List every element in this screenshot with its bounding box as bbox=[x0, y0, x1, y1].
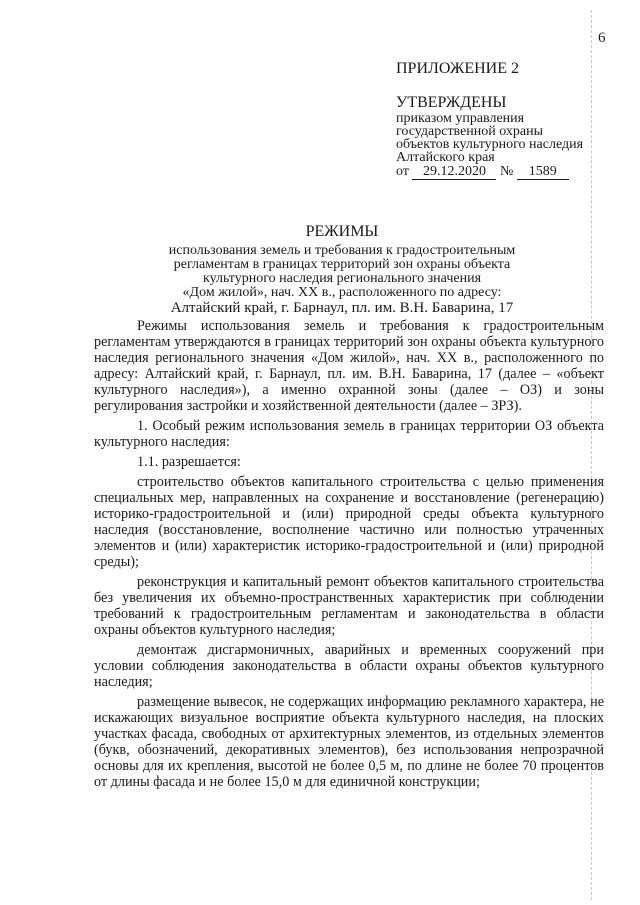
approval-line: объектов культурного наследия bbox=[396, 137, 584, 152]
title-line: Алтайский край, г. Барнаул, пл. им. В.Н. Баварина, 17 bbox=[170, 300, 514, 316]
approval-block bbox=[396, 60, 601, 180]
order-date: 29.12.2020 bbox=[412, 165, 496, 180]
body-paragraph: реконструкция и капитальный ремонт объектов капитального строительства без увеличения их объемно-пространственных характеристик при соблюдении требований к градостроительным регламентам и законодательства в области охраны объектов культурного наследия; bbox=[94, 574, 604, 638]
body-paragraph: Режимы использования земель и требования к градостроительным регламентам утверждаются в границах территорий зон охраны объекта культурного наследия регионального значения «Дом жилой», нач. XX в., расположенного по адресу: Алтайский край, г. Барнаул, пл. им. В.Н. Баварина, 17 (далее – «объект культурного наследия»), а именно охранной зоны (далее – ОЗ) и зоны регулирования застройки и хозяйственной деятельности (далее – ЗРЗ). bbox=[94, 318, 604, 414]
approval-line: государственной охраны bbox=[396, 124, 544, 139]
body-paragraph: размещение вывесок, не содержащих информацию рекламного характера, не искажающих визуальное восприятие объекта культурного наследия, на плоских участках фасада, свободных от архитектурных элементов, из отдельных элементов (букв, обозначений, декоративных элементов), без использования непрозрачной основы для их крепления, высотой не более 0,5 м, по длине не более 70 процентов от длины фасада и не более 15,0 м для единичной конструкции; bbox=[94, 694, 604, 790]
appendix-label: ПРИЛОЖЕНИЕ 2 bbox=[396, 60, 520, 77]
approval-line: приказом управления bbox=[396, 111, 525, 126]
title-line: «Дом жилой», нач. XX в., расположенного по адресу: bbox=[182, 285, 502, 300]
body-paragraph: демонтаж дисгармоничных, аварийных и временных сооружений при условии соблюдения законодательства в области охраны объектов культурного наследия; bbox=[94, 642, 604, 690]
order-prefix: от bbox=[396, 164, 409, 179]
page-number: 6 bbox=[598, 30, 606, 46]
order-number-label: № bbox=[499, 164, 514, 179]
title-block bbox=[150, 222, 534, 316]
body-paragraph: 1.1. разрешается: bbox=[137, 454, 241, 470]
approved-label: УТВЕРЖДЕНЫ bbox=[396, 94, 507, 111]
body-paragraph: строительство объектов капитального строительства с целью применения специальных мер, направленных на сохранение и восстановление (регенерацию) историко-градостроительной и (или) природной среды объекта культурного наследия (восстановление, восполнение частично или полностью утраченных элементов и (или) характеристик историко-градостроительной и (или) природной среды); bbox=[94, 474, 604, 570]
document-title: РЕЖИМЫ bbox=[305, 223, 379, 240]
order-reference bbox=[396, 164, 601, 180]
document-body bbox=[94, 318, 604, 794]
title-line: культурного наследия регионального значения bbox=[202, 271, 482, 286]
body-paragraph: 1. Особый режим использования земель в границах территории ОЗ объекта культурного наследия: bbox=[94, 418, 604, 450]
approval-line: Алтайского края bbox=[396, 150, 495, 165]
title-line: использования земель и требования к градостроительным bbox=[168, 243, 516, 258]
order-number: 1589 bbox=[517, 165, 569, 180]
title-line: регламентам в границах территорий зон охраны объекта bbox=[173, 257, 511, 272]
